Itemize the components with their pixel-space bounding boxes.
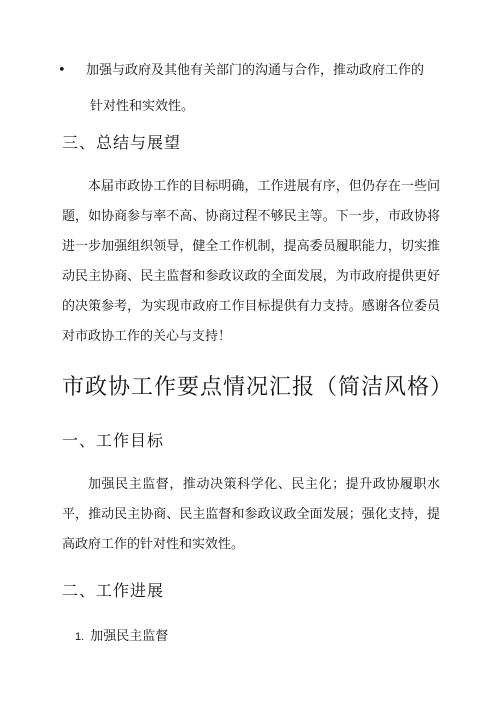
bullet-text-line2: 针对性和实效性。 [90,99,195,114]
section1-paragraph: 加强民主监督，推动决策科学化、民主化；提升政协履职水平，推动民主协商、民主监督和参政议政全面发展；强化支持，提高政府工作的针对性和实效性。 [62,477,440,552]
numbered-list-item [75,625,168,644]
bullet-icon: • [58,63,66,78]
section1-heading: 一、工作目标 [62,431,165,450]
bullet-list-item [58,56,442,122]
bullet-text-line1: 加强与政府及其他有关部门的沟通与合作，推动政府工作的 [86,63,425,78]
list-item-text: 加强民主监督 [90,629,169,644]
list-number: 1. [75,631,85,643]
section3-paragraph: 本届市政协工作的目标明确，工作进展有序，但仍存在一些问题，如协商参与率不高、协商过程不够民主等。下一步，市政协将进一步加强组织领导，健全工作机制，提高委员履职能力，切实推动民主协商、民主监督和参政议政的全面发展，为市政府提供更好的决策参考，为实现市政府工作目标提供有力支持。感谢各位委员对市政协工作的关心与支持！ [62,179,440,344]
document-title: 市政协工作要点情况汇报（简洁风格） [62,375,454,400]
section3-heading: 三、总结与展望 [62,133,182,152]
section2-heading: 二、工作进展 [62,581,165,600]
